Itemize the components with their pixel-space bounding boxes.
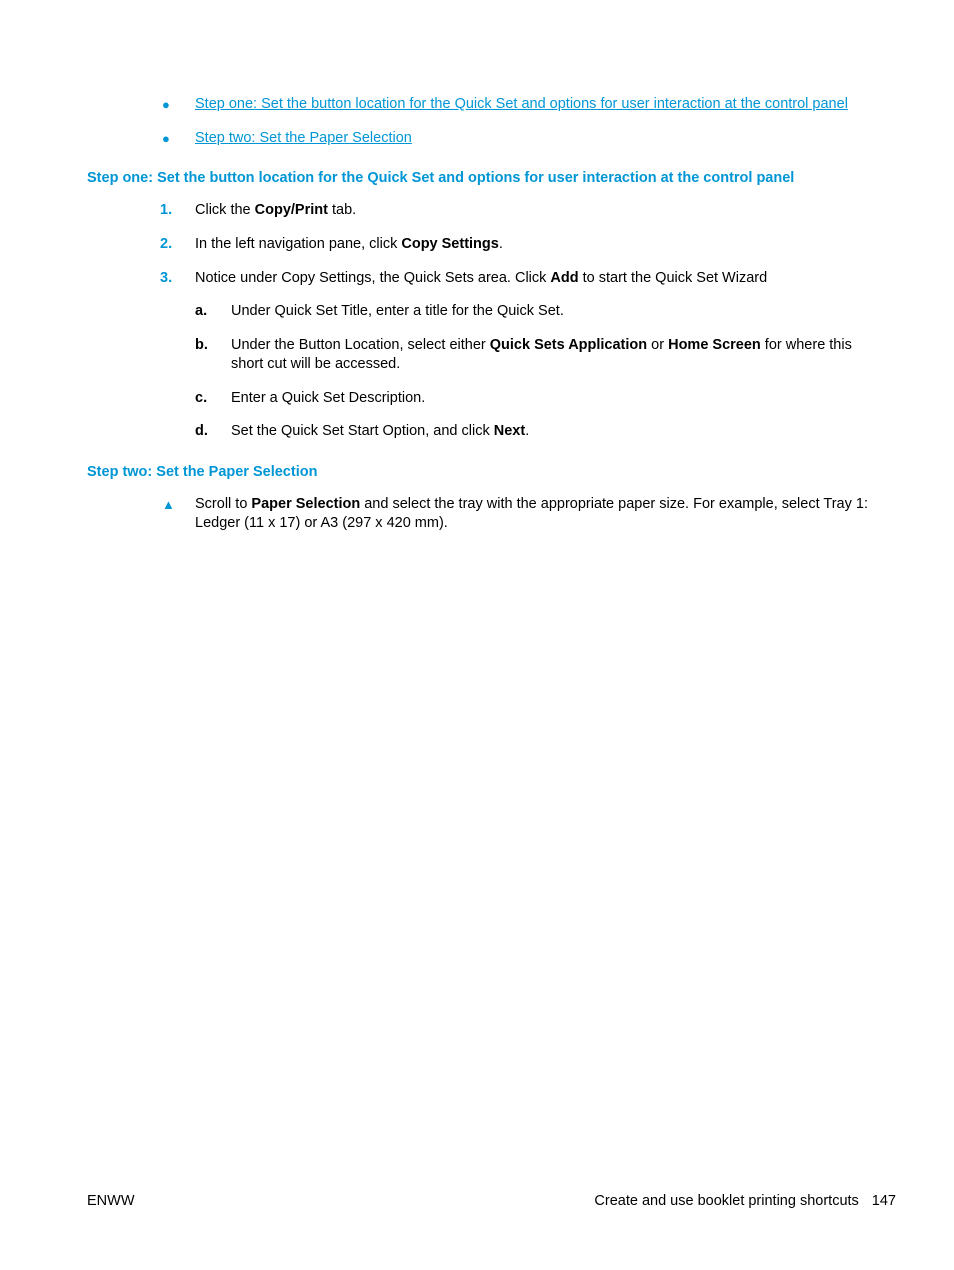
step-number: 2. [160,236,173,252]
page-number: 147 [871,1193,896,1209]
step-number: 1. [160,202,173,218]
ui-term: Copy/Print [254,202,328,218]
ui-term: Quick Sets Application [489,337,648,353]
substep-text: Under the Button Location, select either Quick Sets Application or Home Screen for where this short cut will be accessed. [231,337,852,372]
ui-term: Next [493,423,526,439]
step-number: 3. [160,270,173,286]
bullet-icon: ● [162,97,170,112]
toc-link-step-one[interactable]: Step one: Set the button location for the Quick Set and options for user interaction at the control panel [195,96,848,112]
substep-text: Under Quick Set Title, enter a title for the Quick Set. [231,303,564,319]
step-text: In the left navigation pane, click Copy Settings. [195,236,503,252]
substep-text: Enter a Quick Set Description. [231,390,426,406]
footer-chapter-title: Create and use booklet printing shortcuts [594,1193,859,1209]
ui-term: Copy Settings [401,236,499,252]
substep-letter: c. [195,390,208,406]
toc-link-step-two[interactable]: Step two: Set the Paper Selection [195,130,412,146]
triangle-marker-icon: ▲ [162,497,175,512]
substep-letter: a. [195,303,208,319]
ui-term: Home Screen [668,337,761,353]
section-heading-step-two: Step two: Set the Paper Selection [87,464,318,480]
substep-letter: d. [195,423,208,439]
substep-letter: b. [195,337,208,353]
step-text: Scroll to Paper Selection and select the tray with the appropriate paper size. For example, select Tray 1: Ledger (11 x 17) or A3 (297 x 420 mm). [195,496,868,531]
step-text: Notice under Copy Settings, the Quick Sets area. Click Add to start the Quick Set Wizard [195,270,768,286]
ui-term: Add [550,270,579,286]
section-heading-step-one: Step one: Set the button location for the Quick Set and options for user interaction at the control panel [87,170,795,186]
ui-term: Paper Selection [251,496,361,512]
footer-left: ENWW [87,1193,135,1209]
bullet-icon: ● [162,131,170,146]
substep-text: Set the Quick Set Start Option, and click Next. [231,423,530,439]
step-text: Click the Copy/Print tab. [195,202,357,218]
footer-right [594,1192,896,1211]
